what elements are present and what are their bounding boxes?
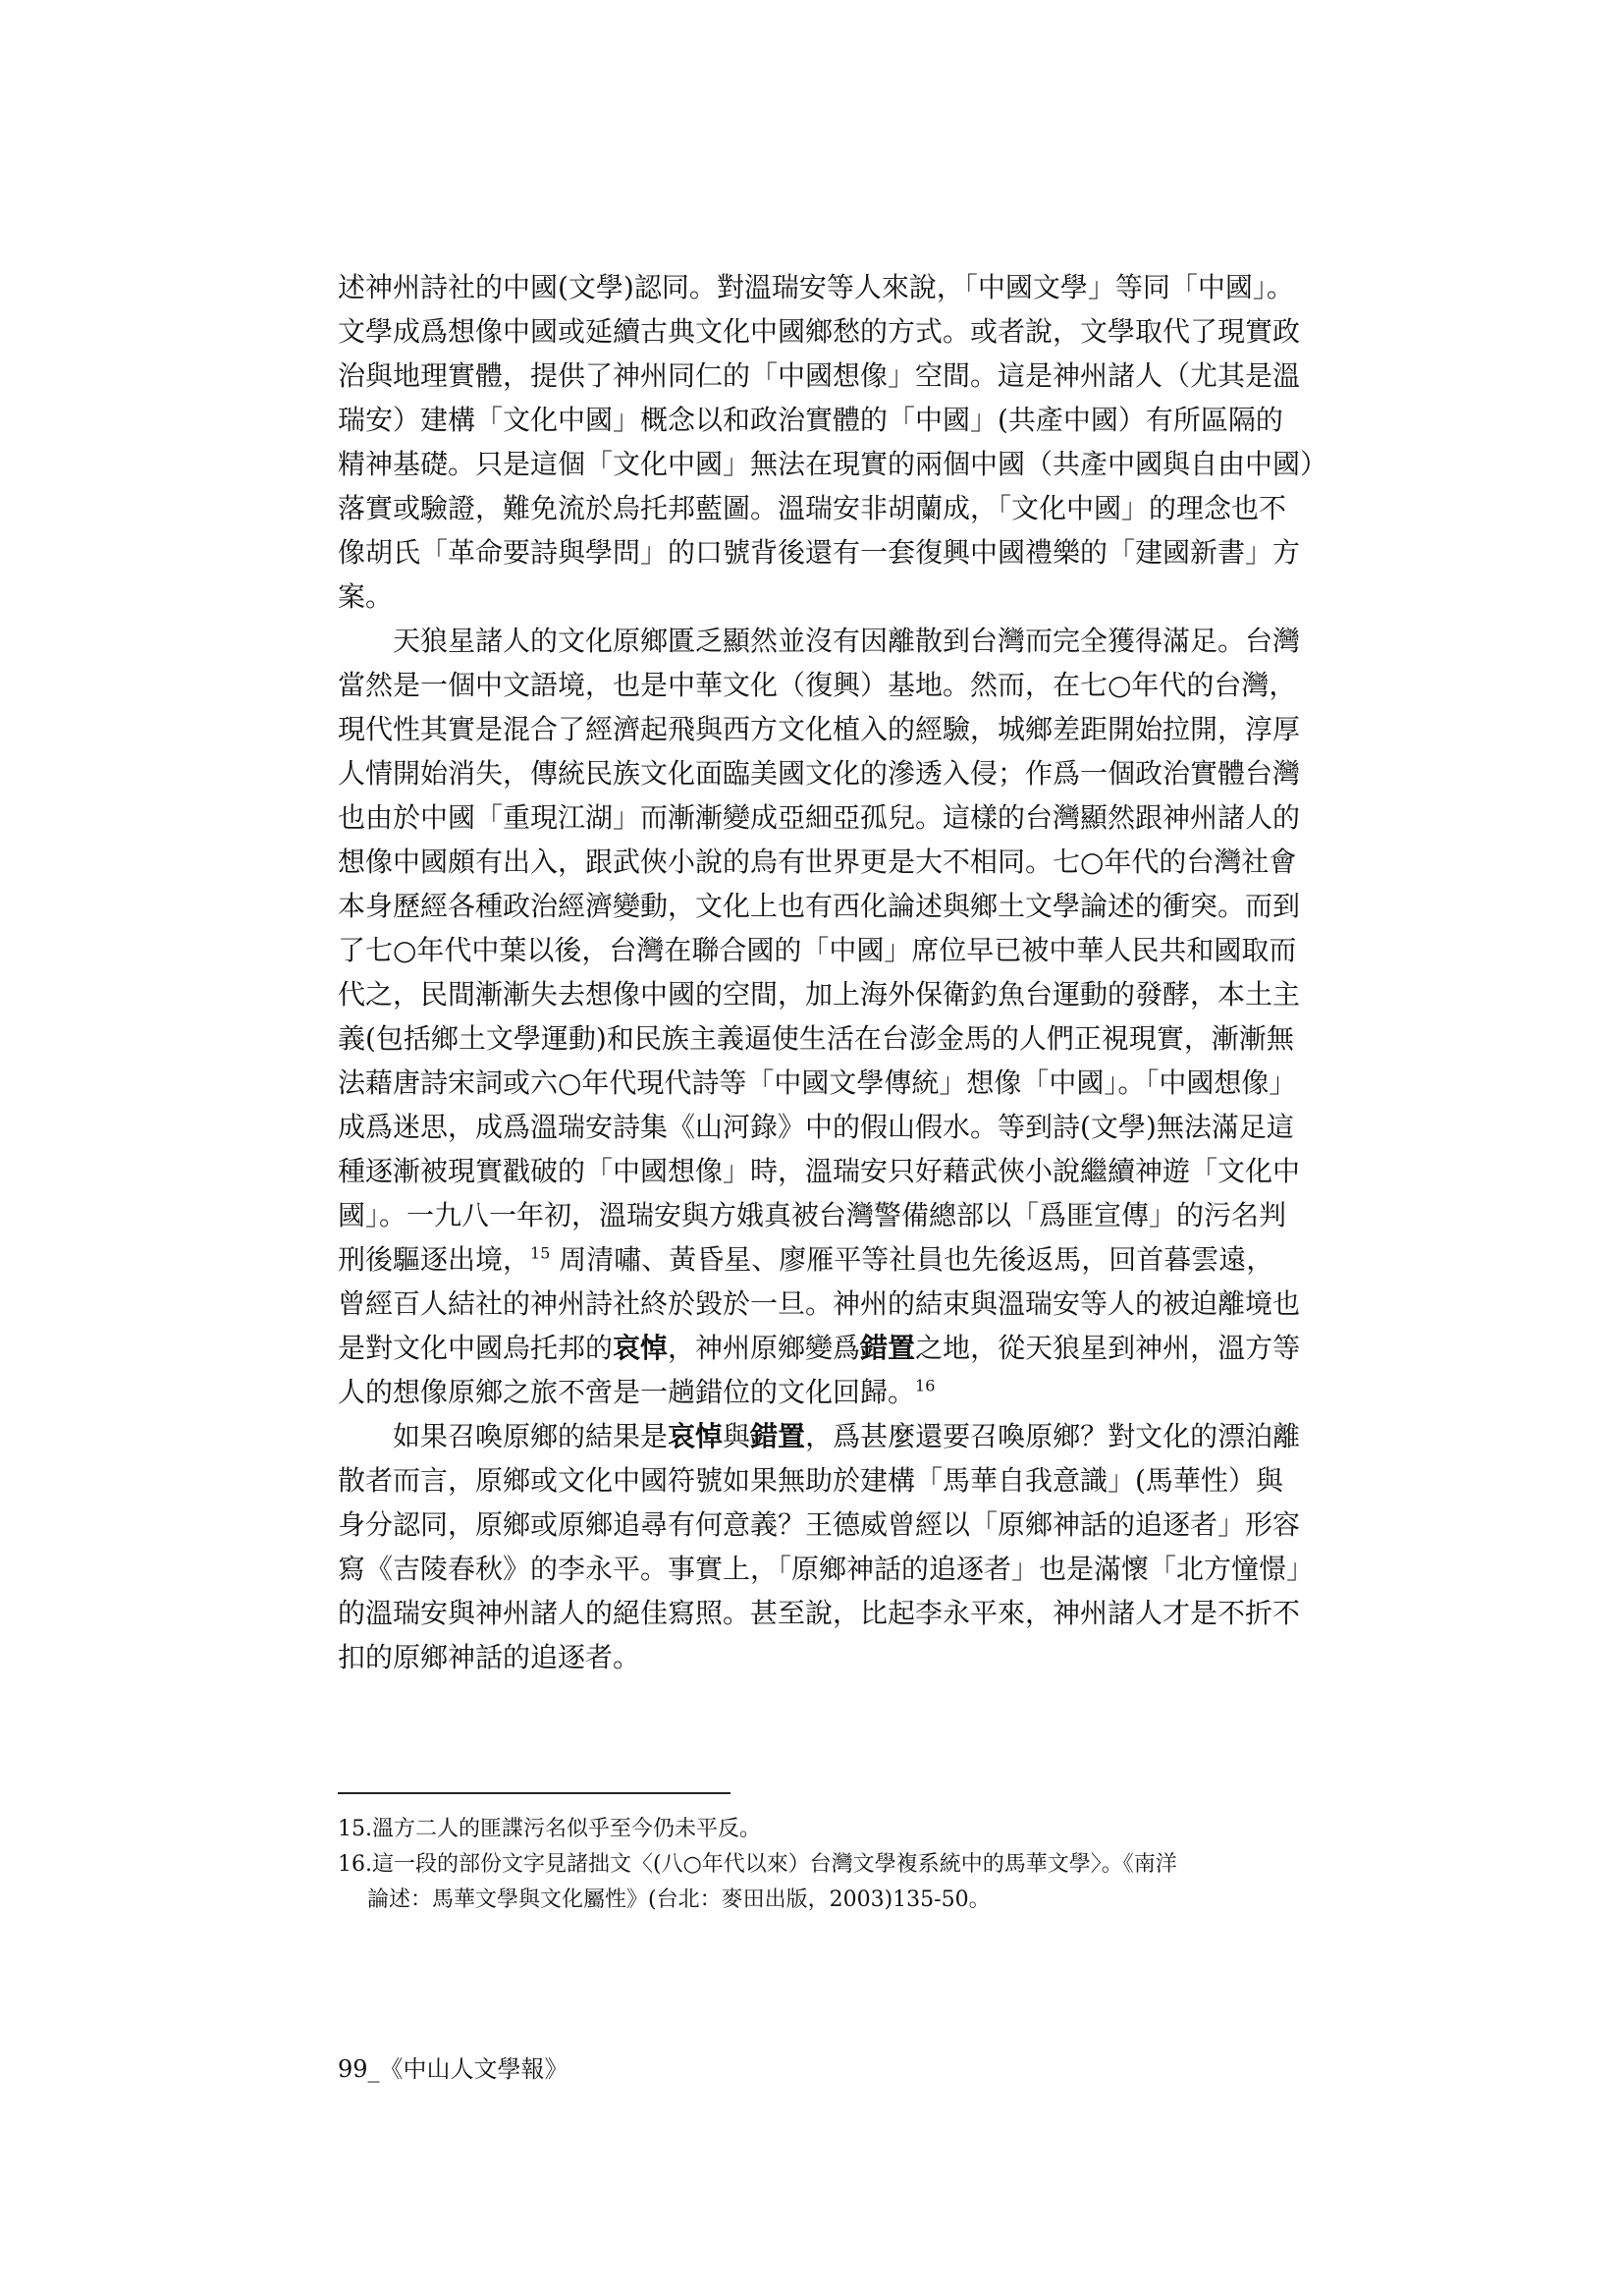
text-line bbox=[338, 1326, 1301, 1370]
footnote-ref-15[interactable]: 15 bbox=[530, 1243, 551, 1263]
text-line: 瑞安）建構「文化中國」概念以和政治實體的「中國」(共產中國）有所區隔的 bbox=[338, 404, 1283, 436]
text-line: 代之，民間漸漸失去想像中國的空間，加上海外保衛釣魚台運動的發酵，本土主 bbox=[338, 978, 1301, 1011]
text-line: 當然是一個中文語境，也是中華文化（復興）基地。然而，在七○年代的台灣， bbox=[338, 669, 1297, 701]
page-folio: 99_《中山人文學報》 bbox=[338, 2055, 568, 2083]
text-line: 也由於中國「重現江湖」而漸漸變成亞細亞孤兒。這樣的台灣顯然跟神州諸人的 bbox=[338, 801, 1301, 834]
main-text bbox=[338, 265, 1328, 1679]
footnote-ref-16[interactable]: 16 bbox=[915, 1376, 936, 1395]
text-line: 的溫瑞安與神州諸人的絕佳寫照。甚至說，比起李永平來，神州諸人才是不折不 bbox=[338, 1597, 1301, 1629]
footnote-16-continued: 論述：馬華文學與文化屬性》(台北：麥田出版，2003)135-50。 bbox=[367, 1887, 991, 1912]
text-segment: 刑後驅逐出境， bbox=[338, 1243, 531, 1276]
text-segment: 是對文化中國烏托邦的 bbox=[338, 1332, 614, 1364]
emphasis-mourning: 哀悼 bbox=[668, 1420, 724, 1452]
text-line bbox=[338, 1414, 1301, 1458]
text-line: 種逐漸被現實戳破的「中國想像」時，溫瑞安只好藉武俠小說繼續神遊「文化中 bbox=[338, 1155, 1301, 1187]
footnotes bbox=[338, 1812, 1280, 1918]
text-line: 散者而言，原鄉或文化中國符號如果無助於建構「馬華自我意識」(馬華性）與 bbox=[338, 1464, 1283, 1497]
text-line: 曾經百人結社的神州詩社終於毀於一旦。神州的結束與溫瑞安等人的被迫離境也 bbox=[338, 1287, 1301, 1320]
text-line: 扣的原鄉神話的追逐者。 bbox=[338, 1641, 641, 1673]
text-line: 寫《吉陵春秋》的李永平。事實上，「原鄉神話的追逐者」也是滿懷「北方憧憬」 bbox=[338, 1553, 1315, 1585]
text-line: 落實或驗證，難免流於烏托邦藍圖。溫瑞安非胡蘭成，「文化中國」的理念也不 bbox=[338, 492, 1287, 524]
text-line: 文學成爲想像中國或延續古典文化中國鄉愁的方式。或者說，文學取代了現實政 bbox=[338, 315, 1301, 348]
text-segment: 之地，從天狼星到神州，溫方等 bbox=[915, 1332, 1301, 1364]
text-line: 法藉唐詩宋詞或六○年代現代詩等「中國文學傳統」想像「中國」。「中國想像」 bbox=[338, 1066, 1297, 1099]
footnote-15: 15.溫方二人的匪諜污名似乎至今仍未平反。 bbox=[338, 1817, 761, 1841]
text-segment: 與 bbox=[723, 1420, 751, 1452]
text-line: 本身歷經各種政治經濟變動，文化上也有西化論述與鄉土文學論述的衝突。而到 bbox=[338, 890, 1301, 922]
emphasis-mourning: 哀悼 bbox=[613, 1332, 669, 1364]
text-line: 了七○年代中葉以後，台灣在聯合國的「中國」席位早已被中華人民共和國取而 bbox=[338, 934, 1297, 966]
text-line: 想像中國頗有出入，跟武俠小說的烏有世界更是大不相同。七○年代的台灣社會 bbox=[338, 846, 1297, 878]
text-line: 述神州詩社的中國(文學)認同。對溫瑞安等人來說，「中國文學」等同「中國」。 bbox=[338, 271, 1294, 303]
text-line: 案。 bbox=[338, 580, 394, 613]
text-line: 精神基礎。只是這個「文化中國」無法在現實的兩個中國（共產中國與自由中國） bbox=[338, 448, 1328, 480]
text-line: 像胡氏「革命要詩與學問」的口號背後還有一套復興中國禮樂的「建國新書」方 bbox=[338, 536, 1301, 569]
footnote-16: 16.這一段的部份文字見諸拙文〈(八○年代以來）台灣文學複系統中的馬華文學〉。《南洋 bbox=[338, 1852, 1177, 1877]
text-line: 人情開始消失，傳統民族文化面臨美國文化的滲透入侵；作爲一個政治實體台灣 bbox=[338, 757, 1301, 790]
text-line: 國」。一九八一年初，溫瑞安與方娥真被台灣警備總部以「爲匪宣傳」的污名判 bbox=[338, 1199, 1287, 1231]
text-segment: ，爲甚麼還要召喚原鄉？對文化的漂泊離 bbox=[805, 1420, 1301, 1452]
text-segment: 人的想像原鄉之旅不啻是一趟錯位的文化回歸。 bbox=[338, 1376, 916, 1408]
text-segment: 如果召喚原鄉的結果是 bbox=[393, 1420, 669, 1452]
text-line: 天狼星諸人的文化原鄉匱乏顯然並沒有因離散到台灣而完全獲得滿足。台灣 bbox=[393, 625, 1301, 657]
text-line: 治與地理實體，提供了神州同仁的「中國想像」空間。這是神州諸人（尤其是溫 bbox=[338, 359, 1301, 392]
emphasis-displacement: 錯置 bbox=[750, 1420, 806, 1452]
footnote-divider bbox=[338, 1792, 730, 1794]
text-segment: 周清嘯、黃昏星、廖雁平等社員也先後返馬，回首暮雲遠， bbox=[550, 1243, 1274, 1276]
text-line bbox=[338, 1237, 1280, 1282]
text-line bbox=[338, 1370, 1280, 1414]
text-line: 成爲迷思，成爲溫瑞安詩集《山河錄》中的假山假水。等到詩(文學)無法滿足這 bbox=[338, 1111, 1294, 1143]
text-line: 身分認同，原鄉或原鄉追尋有何意義？王德威曾經以「原鄉神話的追逐者」形容 bbox=[338, 1508, 1301, 1541]
text-line: 現代性其實是混合了經濟起飛與西方文化植入的經驗，城鄉差距開始拉開，淳厚 bbox=[338, 713, 1301, 745]
text-line: 義(包括鄉土文學運動)和民族主義逼使生活在台澎金馬的人們正視現實，漸漸無 bbox=[338, 1022, 1294, 1055]
text-segment: ，神州原鄉變爲 bbox=[668, 1332, 861, 1364]
emphasis-displacement: 錯置 bbox=[860, 1332, 916, 1364]
